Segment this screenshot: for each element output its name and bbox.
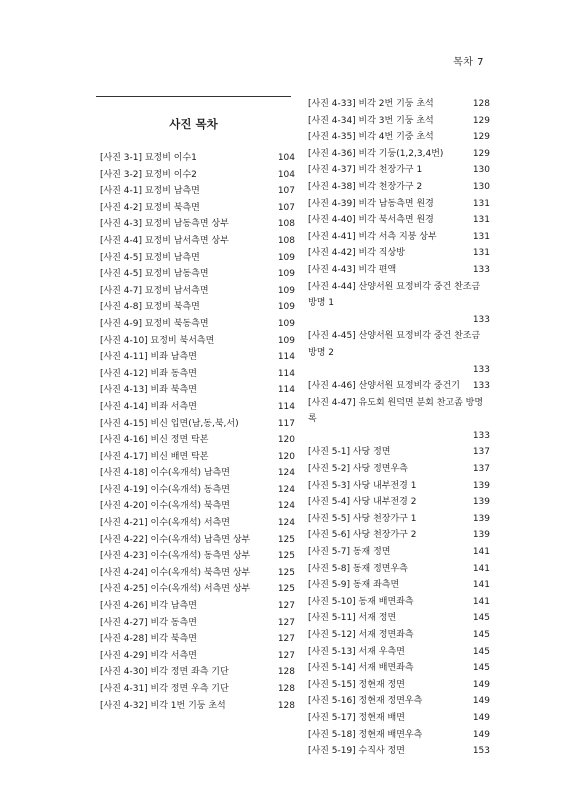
toc-entry-page: 109 xyxy=(277,285,295,296)
toc-entry xyxy=(100,631,295,648)
toc-entry-page: 133 xyxy=(472,264,490,275)
toc-entry-page: 127 xyxy=(277,650,295,661)
toc-entry xyxy=(308,179,490,196)
page-header: 목차 7 xyxy=(453,57,484,68)
toc-entry-label: [사진 4-32] 비각 1번 기둥 초석 xyxy=(100,700,226,711)
toc-entry-label: [사진 4-33] 비각 2번 기둥 초석 xyxy=(308,99,434,109)
toc-entry xyxy=(100,283,295,300)
toc-entry-label: [사진 4-40] 비각 북서측면 원경 xyxy=(308,215,434,226)
toc-entry-page: 114 xyxy=(277,368,295,379)
toc-entry-label: [사진 5-13] 서재 우측면 xyxy=(308,646,405,657)
toc-entry-page: 133 xyxy=(472,364,490,375)
toc-entry xyxy=(308,262,490,279)
toc-entry-label: [사진 4-24] 이수(옥개석) 북측면 상부 xyxy=(100,567,251,578)
toc-entry xyxy=(308,544,490,561)
toc-entry-page: 128 xyxy=(277,684,295,694)
toc-entry-label: [사진 3-2] 묘정비 이수2 xyxy=(100,169,197,180)
toc-entry-label: [사진 4-21] 이수(옥개석) 서측면 xyxy=(100,518,230,529)
toc-entry-page: 145 xyxy=(472,630,490,640)
toc-entry-page: 129 xyxy=(472,148,490,159)
toc-entry xyxy=(308,96,490,113)
toc-entry-page: 127 xyxy=(277,601,295,612)
toc-entry xyxy=(100,482,295,499)
toc-entry xyxy=(100,598,295,615)
toc-entry-page: 128 xyxy=(277,667,295,678)
toc-entry-label: [사진 4-7] 묘정비 남서측면 xyxy=(100,285,209,296)
toc-entry-label: [사진 4-44] 산양서원 묘정비각 중건 찬조금 방명 1 xyxy=(308,281,481,309)
toc-entry-label: [사진 5-6] 사당 천장가구 2 xyxy=(308,530,417,541)
toc-entry xyxy=(308,644,490,661)
toc-entry xyxy=(308,610,490,627)
toc-entry xyxy=(100,266,295,283)
toc-entry-page: 114 xyxy=(277,385,295,396)
toc-entry-page: 141 xyxy=(472,547,490,558)
toc-entry-label: [사진 4-15] 비신 입면(남,동,북,서) xyxy=(100,418,239,429)
toc-entry-page: 109 xyxy=(277,302,295,313)
toc-entry-label: [사진 4-46] 산양서원 묘정비각 중건기 xyxy=(308,381,460,392)
toc-entry-label: [사진 5-5] 사당 천장가구 1 xyxy=(308,513,417,524)
toc-entry xyxy=(308,693,490,710)
title-rule xyxy=(96,96,291,97)
toc-entry-page: 107 xyxy=(277,202,295,213)
toc-entry-page: 127 xyxy=(277,617,295,628)
toc-entry-page: 114 xyxy=(277,352,295,363)
toc-entry xyxy=(100,698,295,715)
toc-entry xyxy=(100,432,295,449)
toc-entry xyxy=(308,444,490,461)
toc-entry-page: 141 xyxy=(472,563,490,574)
toc-right-column xyxy=(308,96,490,760)
toc-entry-label: [사진 5-4] 사당 내부전경 2 xyxy=(308,497,417,508)
toc-entry-page: 109 xyxy=(277,269,295,280)
toc-entry-label: [사진 5-17] 정현재 배면 xyxy=(308,712,405,723)
toc-entry xyxy=(100,167,295,184)
toc-entry-page: 131 xyxy=(472,215,490,226)
toc-entry-label: [사진 4-20] 이수(옥개석) 북측면 xyxy=(100,501,230,512)
toc-entry-label: [사진 4-34] 비각 3번 기둥 초석 xyxy=(308,115,434,126)
toc-entry-label: [사진 4-31] 비각 정면 우측 기단 xyxy=(100,684,229,694)
toc-entry xyxy=(308,146,490,163)
toc-entry-page: 108 xyxy=(277,235,295,246)
toc-entry-page: 145 xyxy=(472,663,490,674)
toc-entry-label: [사진 4-42] 비각 직상방 xyxy=(308,248,405,259)
toc-entry-page: 125 xyxy=(277,551,295,562)
toc-entry-label: [사진 4-37] 비각 천장가구 1 xyxy=(308,165,423,176)
toc-entry xyxy=(308,577,490,594)
toc-entry xyxy=(308,113,490,130)
toc-entry xyxy=(308,461,490,478)
toc-entry xyxy=(308,395,490,445)
toc-entry xyxy=(100,615,295,632)
toc-entry-label: [사진 4-11] 비좌 남측면 xyxy=(100,352,197,363)
toc-entry xyxy=(100,548,295,565)
toc-entry xyxy=(308,196,490,213)
toc-entry-label: [사진 4-45] 산양서원 묘정비각 중건 찬조금 방명 2 xyxy=(308,331,481,358)
toc-entry xyxy=(100,200,295,217)
toc-entry-page: 130 xyxy=(472,165,490,176)
toc-entry-page: 153 xyxy=(472,746,490,757)
toc-entry-label: [사진 5-16] 정현재 정면우측 xyxy=(308,696,423,707)
toc-entry xyxy=(308,478,490,495)
toc-entry-page: 149 xyxy=(472,679,490,690)
toc-entry-label: [사진 5-10] 동재 배면좌측 xyxy=(308,596,414,607)
toc-entry-label: [사진 4-9] 묘정비 북동측면 xyxy=(100,318,209,329)
toc-entry xyxy=(308,212,490,229)
toc-entry-page: 124 xyxy=(277,501,295,512)
toc-entry xyxy=(100,316,295,333)
toc-entry-page: 139 xyxy=(472,530,490,541)
toc-entry-label: [사진 4-25] 이수(옥개석) 서측면 상부 xyxy=(100,584,251,595)
toc-entry-label: [사진 4-18] 이수(옥개석) 남측면 xyxy=(100,468,230,479)
toc-entry-page: 120 xyxy=(277,451,295,462)
toc-entry-label: [사진 5-2] 사당 정면우측 xyxy=(308,464,408,475)
toc-entry-page: 125 xyxy=(277,567,295,578)
toc-entry xyxy=(308,229,490,246)
toc-entry-page: 125 xyxy=(277,584,295,595)
toc-entry-page: 124 xyxy=(277,468,295,479)
toc-entry-page: 107 xyxy=(277,186,295,197)
toc-entry-label: [사진 5-15] 정현재 정면 xyxy=(308,679,405,690)
toc-entry xyxy=(100,183,295,200)
toc-entry-page: 129 xyxy=(472,115,490,126)
toc-entry xyxy=(308,594,490,611)
toc-entry-label: [사진 4-5] 묘정비 남동측면 xyxy=(100,269,209,280)
toc-entry-label: [사진 4-10] 묘정비 북서측면 xyxy=(100,335,215,346)
toc-entry xyxy=(308,129,490,146)
toc-entry-page: 104 xyxy=(277,169,295,180)
toc-left-column xyxy=(100,150,295,714)
toc-entry-page: 137 xyxy=(472,447,490,458)
toc-entry-label: [사진 4-23] 이수(옥개석) 동측면 상부 xyxy=(100,551,251,562)
toc-entry-label: [사진 4-17] 비신 배면 탁본 xyxy=(100,451,209,462)
toc-entry-page: 149 xyxy=(472,696,490,707)
toc-entry-label: [사진 4-28] 비각 북측면 xyxy=(100,634,197,645)
toc-entry-page: 137 xyxy=(472,464,490,475)
toc-entry-page: 133 xyxy=(472,381,490,392)
toc-entry-label: [사진 4-27] 비각 동측면 xyxy=(100,617,197,628)
toc-entry-label: [사진 4-22] 이수(옥개석) 남측면 상부 xyxy=(100,534,251,545)
toc-entry xyxy=(100,333,295,350)
toc-entry-label: [사진 5-12] 서재 정면좌측 xyxy=(308,630,414,640)
toc-entry-label: [사진 4-38] 비각 천장가구 2 xyxy=(308,181,423,192)
toc-entry-label: [사진 5-8] 동재 정면우측 xyxy=(308,563,408,574)
toc-entry xyxy=(308,743,490,760)
toc-entry xyxy=(308,660,490,677)
toc-entry xyxy=(100,515,295,532)
toc-entry xyxy=(308,511,490,528)
toc-entry xyxy=(308,378,490,395)
toc-entry-label: [사진 4-29] 비각 서측면 xyxy=(100,650,197,661)
toc-entry-page: 141 xyxy=(472,596,490,607)
toc-entry-page: 125 xyxy=(277,534,295,545)
toc-entry xyxy=(308,627,490,644)
toc-entry-label: [사진 4-26] 비각 남측면 xyxy=(100,601,197,612)
toc-entry xyxy=(100,565,295,582)
toc-entry-label: [사진 4-35] 비각 4번 기중 초석 xyxy=(308,132,434,143)
toc-entry-page: 133 xyxy=(472,430,490,441)
toc-entry-label: [사진 5-1] 사당 정면 xyxy=(308,447,391,458)
toc-entry xyxy=(100,498,295,515)
toc-entry-label: [사진 4-30] 비각 정면 좌측 기단 xyxy=(100,667,229,678)
toc-entry-label: [사진 3-1] 묘정비 이수1 xyxy=(100,153,197,163)
toc-entry xyxy=(308,328,490,378)
toc-entry-label: [사진 4-16] 비신 정면 탁본 xyxy=(100,435,209,446)
toc-entry-page: 117 xyxy=(277,418,295,429)
toc-entry-page: 141 xyxy=(472,580,490,591)
toc-entry xyxy=(100,366,295,383)
toc-entry-label: [사진 4-41] 비각 서측 지붕 상부 xyxy=(308,231,437,242)
toc-entry xyxy=(308,279,490,329)
toc-entry-page: 149 xyxy=(472,712,490,723)
toc-entry-label: [사진 5-19] 수직사 정면 xyxy=(308,746,405,757)
toc-entry xyxy=(100,150,295,167)
toc-entry-page: 109 xyxy=(277,335,295,346)
toc-entry-label: [사진 4-36] 비각 기둥(1,2,3,4번) xyxy=(308,148,444,159)
toc-entry-page: 109 xyxy=(277,318,295,329)
toc-entry xyxy=(308,527,490,544)
toc-entry-page: 131 xyxy=(472,198,490,209)
toc-entry-label: [사진 4-39] 비각 남동측면 원경 xyxy=(308,198,434,209)
toc-entry xyxy=(100,382,295,399)
toc-entry xyxy=(100,532,295,549)
toc-entry xyxy=(308,677,490,694)
toc-entry-page: 128 xyxy=(277,700,295,711)
toc-entry-page: 149 xyxy=(472,729,490,740)
toc-entry xyxy=(100,299,295,316)
toc-entry-label: [사진 4-43] 비각 편액 xyxy=(308,264,397,275)
toc-entry xyxy=(100,416,295,433)
toc-entry-label: [사진 4-1] 묘정비 남측면 xyxy=(100,186,200,197)
toc-entry-page: 130 xyxy=(472,181,490,192)
toc-entry xyxy=(100,250,295,267)
toc-entry xyxy=(308,245,490,262)
toc-entry-label: [사진 4-13] 비좌 북측면 xyxy=(100,385,197,396)
toc-entry-label: [사진 4-14] 비좌 서측면 xyxy=(100,401,197,412)
toc-entry xyxy=(100,648,295,665)
toc-entry xyxy=(100,349,295,366)
toc-entry-page: 124 xyxy=(277,484,295,495)
toc-entry xyxy=(100,465,295,482)
toc-entry-page: 145 xyxy=(472,646,490,657)
toc-entry-label: [사진 4-12] 비좌 동측면 xyxy=(100,368,197,379)
toc-entry-page: 128 xyxy=(472,99,490,109)
toc-entry-page: 131 xyxy=(472,231,490,242)
toc-entry-page: 133 xyxy=(472,314,490,325)
toc-entry-label: [사진 5-14] 서재 배면좌측 xyxy=(308,663,414,674)
toc-entry-label: [사진 5-3] 사당 내부전경 1 xyxy=(308,480,417,491)
toc-entry xyxy=(308,727,490,744)
toc-entry xyxy=(308,162,490,179)
toc-entry-page: 139 xyxy=(472,497,490,508)
toc-entry xyxy=(100,581,295,598)
toc-entry xyxy=(100,233,295,250)
toc-entry-page: 120 xyxy=(277,435,295,446)
section-title: 사진 목차 xyxy=(169,117,218,131)
toc-entry-label: [사진 5-18] 정현재 배면우측 xyxy=(308,729,423,740)
toc-entry-label: [사진 4-47] 유도회 원덕면 분회 찬고좀 방명록 xyxy=(308,397,484,425)
toc-entry-label: [사진 4-5] 묘정비 남측면 xyxy=(100,252,200,263)
toc-entry-label: [사진 4-4] 묘정비 남서측면 상부 xyxy=(100,235,229,246)
toc-entry-page: 139 xyxy=(472,513,490,524)
toc-entry-page: 114 xyxy=(277,401,295,412)
toc-entry xyxy=(308,710,490,727)
toc-entry-label: [사진 4-8] 묘정비 북측면 xyxy=(100,302,200,313)
toc-entry-page: 131 xyxy=(472,248,490,259)
toc-entry xyxy=(308,561,490,578)
toc-entry xyxy=(100,681,295,698)
toc-entry-label: [사진 5-9] 동재 좌측면 xyxy=(308,580,400,591)
toc-entry-label: [사진 4-2] 묘정비 북측면 xyxy=(100,202,200,213)
toc-entry-page: 109 xyxy=(277,252,295,263)
toc-entry-label: [사진 5-11] 서재 정면 xyxy=(308,613,397,624)
toc-entry xyxy=(100,399,295,416)
toc-entry-page: 108 xyxy=(277,219,295,230)
toc-entry-page: 104 xyxy=(277,153,295,163)
toc-entry xyxy=(100,664,295,681)
toc-entry xyxy=(100,449,295,466)
toc-entry-page: 124 xyxy=(277,518,295,529)
toc-entry-page: 145 xyxy=(472,613,490,624)
toc-entry-page: 127 xyxy=(277,634,295,645)
toc-entry xyxy=(100,216,295,233)
toc-entry-label: [사진 4-19] 이수(옥개석) 동측면 xyxy=(100,484,230,495)
toc-entry-label: [사진 4-3] 묘정비 남동측면 상부 xyxy=(100,219,229,230)
toc-entry-label: [사진 5-7] 동재 정면 xyxy=(308,547,391,558)
toc-entry-page: 139 xyxy=(472,480,490,491)
toc-entry-page: 129 xyxy=(472,132,490,143)
toc-entry xyxy=(308,494,490,511)
